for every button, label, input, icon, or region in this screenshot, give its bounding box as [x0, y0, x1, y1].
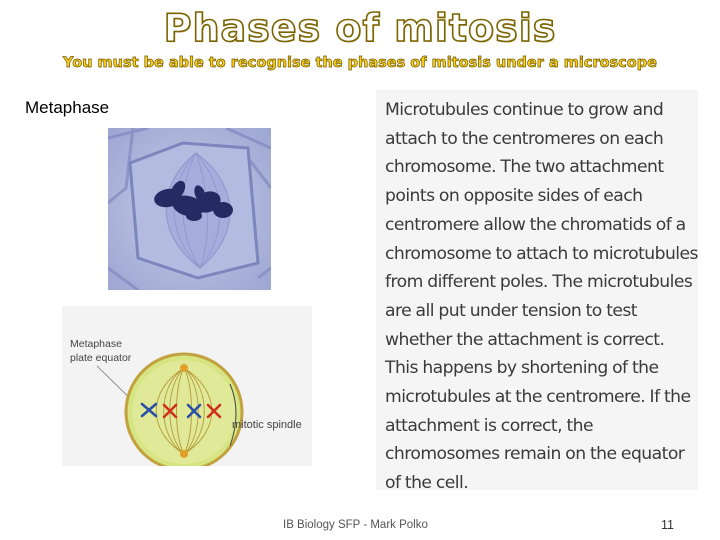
plate-label-line2: plate equator: [70, 352, 132, 364]
slide-title: Phases of mitosis: [163, 6, 557, 50]
footer-credit: IB Biology SFP - Mark Polko: [283, 519, 428, 531]
description-text: Microtubules continue to grow and attach to the centromeres on each chromosome. The two attachment points on opposite sides of each centromere allow the chromatids of a chromosome to attach to microtubules from different poles. The microtubules are all put under tension to test whether the attachment is correct. This happens by shortening of the microtubules at the centromere. If the attachment is correct, the chromosomes remain on the equator of the cell.: [385, 100, 698, 494]
slide-subtitle: You must be able to recognise the phases of mitosis under a microscope: [63, 55, 657, 71]
phase-label: Metaphase: [25, 98, 110, 117]
plate-label-line1: Metaphase: [70, 338, 122, 350]
metaphase-diagram: [62, 306, 312, 466]
description-panel: [376, 90, 698, 494]
metaphase-micrograph: [108, 128, 271, 290]
spindle-label: mitotic spindle: [232, 419, 302, 431]
page-number: 11: [661, 518, 674, 532]
